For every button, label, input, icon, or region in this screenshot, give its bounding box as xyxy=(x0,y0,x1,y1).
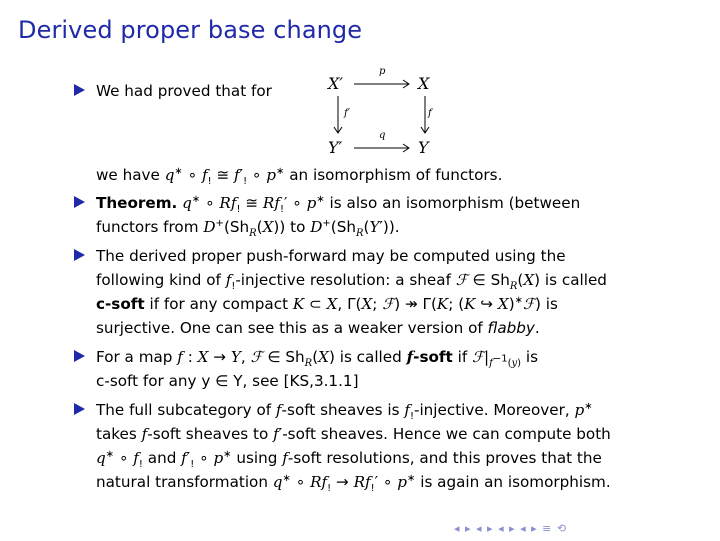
bullet-marker xyxy=(74,84,85,96)
bullet-4-line-2: c-soft for any y ∈ Y, see [KS,3.1.1] xyxy=(96,372,359,390)
bullet-3-line-3: c-soft if for any compact K ⊂ X, Γ(X; ℱ) ↠ Γ(K; (K ↪ X)∗ℱ) is xyxy=(96,294,558,313)
diagram-node-bottom-right: Y xyxy=(418,138,429,157)
diagram-node-top-left: X′ xyxy=(328,74,344,93)
page-title: Derived proper base change xyxy=(18,16,363,44)
diagram-node-bottom-left: Y′ xyxy=(328,138,343,157)
bullet-3-line-1: The derived proper push-forward may be computed using the xyxy=(96,247,566,265)
theorem-line-2: functors from $D^+(Sh_R(X))$ to $D^+(Sh_R(Y'))$. xyxy=(96,217,400,240)
bullet-4-line-1: For a map f : X → Y, ℱ ∈ $Sh_R(X)$ is called f-soft if $ℱ|_{f^{-1}(y)}$ is xyxy=(96,348,538,370)
c-soft-term: c-soft xyxy=(96,295,145,313)
diagram-label-top: p xyxy=(379,66,386,77)
theorem-label: Theorem. xyxy=(96,194,178,212)
diagram-arrows xyxy=(324,66,444,166)
diagram-label-bottom: q xyxy=(379,130,386,141)
diagram-node-top-right: X xyxy=(418,74,430,93)
bullet-1-conclusion: we have q∗ ∘ $f_!$ ≅ $f'_!$ ∘ p∗ an isomorphism of functors. xyxy=(96,165,503,188)
bullet-marker xyxy=(74,196,85,208)
bullet-1-intro: We had proved that for xyxy=(96,82,272,100)
theorem-line-1: Theorem. q∗ ∘ $Rf_!$ ≅ $Rf_!'$ ∘ p∗ is also an isomorphism (between xyxy=(96,193,581,216)
bullet-marker xyxy=(74,403,85,415)
bullet-5-line-2: takes f-soft sheaves to f′-soft sheaves. Hence we can compute both xyxy=(96,425,611,443)
bullet-5-line-4: natural transformation q∗ ∘ $Rf_! \to Rf_!'$ ∘ p∗ is again an isomorphism. xyxy=(96,472,611,495)
commutative-diagram xyxy=(324,66,444,166)
bullet-5-line-1: The full subcategory of f-soft sheaves is $f_!$-injective. Moreover, p∗ xyxy=(96,400,593,423)
flabby-term: flabby xyxy=(487,319,535,337)
bullet-5-line-3: q∗ ∘ $f_!$ and $f'_!$ ∘ p∗ using f-soft resolutions, and this proves that the xyxy=(96,448,602,471)
bullet-3-line-4: surjective. One can see this as a weaker version of flabby. xyxy=(96,319,540,337)
bullet-marker xyxy=(74,249,85,261)
diagram-label-left: f′ xyxy=(344,108,350,119)
bullet-marker xyxy=(74,350,85,362)
diagram-label-right: f xyxy=(428,108,432,119)
bullet-3-line-2: following kind of $f_!$-injective resolution: a sheaf ℱ ∈ $Sh_R(X)$ is called xyxy=(96,271,607,293)
beamer-navigation-icons[interactable]: ◂ ▸ ◂ ▸ ◂ ▸ ◂ ▸ ≡ ⟲ xyxy=(454,522,568,535)
